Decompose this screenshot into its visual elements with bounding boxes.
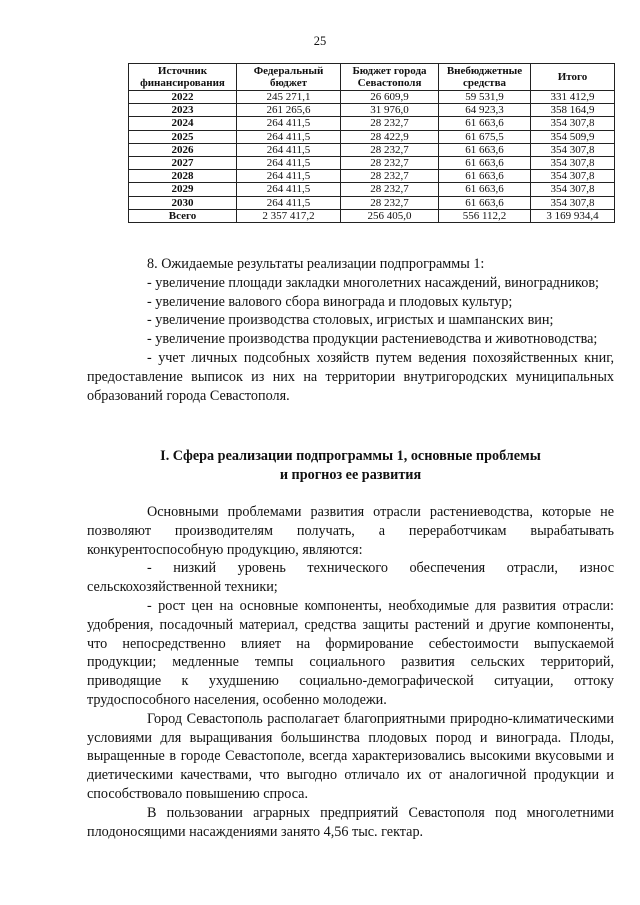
table-cell-value: 61 675,5 <box>439 130 531 143</box>
table-cell-value: 61 663,6 <box>439 157 531 170</box>
table-cell-value: 354 307,8 <box>531 170 615 183</box>
table-cell-year: 2027 <box>129 157 237 170</box>
table-cell-year: 2026 <box>129 143 237 156</box>
table-row <box>129 104 615 117</box>
table-cell-value: 256 405,0 <box>341 209 439 222</box>
table-row <box>129 130 615 143</box>
table-cell-year: 2029 <box>129 183 237 196</box>
header-source: Источник финансирования <box>129 64 237 91</box>
table-total-row <box>129 209 615 222</box>
results-item: - увеличение производства столовых, игристых и шампанских вин; <box>147 312 554 329</box>
table-cell-value: 264 411,5 <box>237 196 341 209</box>
section-title-line: I. Сфера реализации подпрограммы 1, основные проблемы <box>160 448 541 464</box>
table-header-row <box>129 64 615 91</box>
problems-paragraph: В пользовании аграрных предприятий Севастополя под многолетними плодоносящими насаждениями занято 4,56 тыс. гектар. <box>87 804 614 840</box>
table-cell-value: 28 232,7 <box>341 117 439 130</box>
results-item: - учет личных подсобных хозяйств путем ведения похозяйственных книг, предоставление выписок из них на территории внутригородских муниципальных образований города Севастополя. <box>87 349 614 404</box>
table-cell-value: 2 357 417,2 <box>237 209 341 222</box>
problems-paragraph: Город Севастополь располагает благоприятными природно-климатическими условиями для выращивания большинства плодовых пород и винограда. Плоды, выращенные в городе Севастополе, всегда характеризовались высокими вкусовыми и диетическими качествами, что выгодно отличало их от аналогичной продукции и способствовало повышению спроса. <box>87 710 614 802</box>
table-cell-year: 2028 <box>129 170 237 183</box>
header-federal: Федеральный бюджет <box>237 64 341 91</box>
table-cell-value: 61 663,6 <box>439 196 531 209</box>
table-cell-value: 61 663,6 <box>439 170 531 183</box>
table-row <box>129 170 615 183</box>
table-cell-value: 26 609,9 <box>341 91 439 104</box>
table-cell-value: 59 531,9 <box>439 91 531 104</box>
results-heading: 8. Ожидаемые результаты реализации подпрограммы 1: <box>147 256 485 272</box>
table-cell-value: 354 509,9 <box>531 130 615 143</box>
problems-paragraph: - рост цен на основные компоненты, необходимые для развития отрасли: удобрения, посадочный материал, средства защиты растений и другие компоненты, что непосредственно влияет на формирование себестоимости выпускаемой продукции; медленные темпы социального развития сельских территорий, приводящие к ухудшению социально-демографической ситуации, оттоку трудоспособного населения, особенно молодежи. <box>87 597 614 708</box>
table-row <box>129 117 615 130</box>
table-cell-value: 28 232,7 <box>341 196 439 209</box>
table-row <box>129 196 615 209</box>
table-cell-value: 64 923,3 <box>439 104 531 117</box>
table-cell-value: 264 411,5 <box>237 117 341 130</box>
table-cell-year: 2022 <box>129 91 237 104</box>
table-row <box>129 143 615 156</box>
table-cell-value: 28 232,7 <box>341 157 439 170</box>
header-extra: Внебюджетные средства <box>439 64 531 91</box>
header-total: Итого <box>531 64 615 91</box>
problems-paragraph: - низкий уровень технического обеспечения отрасли, износ сельскохозяйственной техники; <box>87 560 614 596</box>
header-city: Бюджет города Севастополя <box>341 64 439 91</box>
problems-text <box>87 503 614 841</box>
table-row <box>129 183 615 196</box>
table-cell-value: 264 411,5 <box>237 183 341 196</box>
problems-paragraph: Основными проблемами развития отрасли растениеводства, которые не позволяют производителям получать, а переработчикам вырабатывать конкурентоспособную продукцию, являются: <box>87 504 614 558</box>
expected-results <box>87 255 614 405</box>
table-cell-value: 264 411,5 <box>237 143 341 156</box>
table-cell-year: 2024 <box>129 117 237 130</box>
table-cell-value: 31 976,0 <box>341 104 439 117</box>
section-title <box>87 447 614 485</box>
table-cell-value: 61 663,6 <box>439 183 531 196</box>
table-cell-value: 331 412,9 <box>531 91 615 104</box>
table-cell-value: 264 411,5 <box>237 130 341 143</box>
table-cell-value: 261 265,6 <box>237 104 341 117</box>
table-cell-year: Всего <box>129 209 237 222</box>
table-cell-year: 2025 <box>129 130 237 143</box>
results-item: - увеличение валового сбора винограда и плодовых культур; <box>147 293 513 310</box>
table-cell-value: 354 307,8 <box>531 117 615 130</box>
table-cell-value: 354 307,8 <box>531 196 615 209</box>
table-row <box>129 157 615 170</box>
table-cell-value: 358 164,9 <box>531 104 615 117</box>
table-cell-value: 61 663,6 <box>439 117 531 130</box>
page-number: 25 <box>313 34 327 48</box>
table-cell-value: 61 663,6 <box>439 143 531 156</box>
table-cell-value: 354 307,8 <box>531 183 615 196</box>
table-cell-value: 28 232,7 <box>341 170 439 183</box>
table-cell-value: 3 169 934,4 <box>531 209 615 222</box>
table-cell-value: 264 411,5 <box>237 157 341 170</box>
section-title-line: и прогноз ее развития <box>279 466 422 483</box>
financing-table <box>128 63 615 223</box>
table-cell-value: 264 411,5 <box>237 170 341 183</box>
table-cell-value: 354 307,8 <box>531 157 615 170</box>
table-cell-value: 28 232,7 <box>341 143 439 156</box>
results-item: - увеличение площади закладки многолетних насаждений, виноградников; <box>147 274 599 291</box>
table-row <box>129 91 615 104</box>
table-cell-value: 245 271,1 <box>237 91 341 104</box>
table-cell-value: 556 112,2 <box>439 209 531 222</box>
table-cell-year: 2030 <box>129 196 237 209</box>
table-cell-value: 28 422,9 <box>341 130 439 143</box>
results-item: - увеличение производства продукции растениеводства и животноводства; <box>147 331 598 348</box>
table-cell-year: 2023 <box>129 104 237 117</box>
table-cell-value: 354 307,8 <box>531 143 615 156</box>
table-cell-value: 28 232,7 <box>341 183 439 196</box>
